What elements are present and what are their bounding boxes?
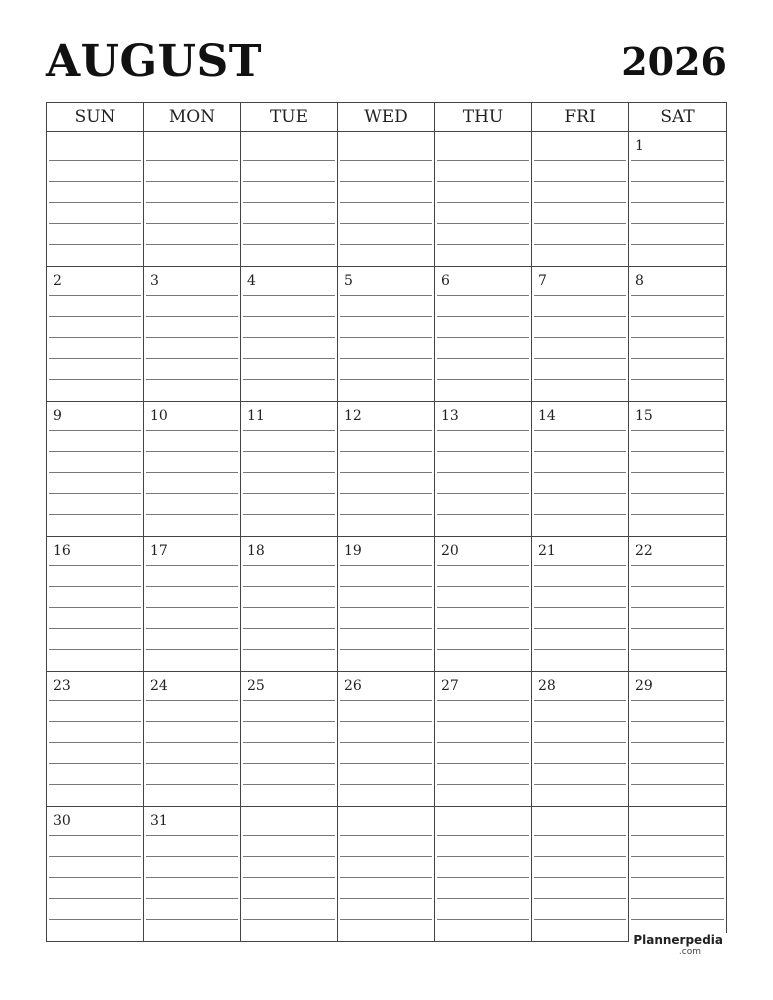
day-cell — [435, 672, 532, 807]
note-line — [49, 742, 141, 743]
note-line — [146, 493, 238, 494]
note-line — [437, 586, 529, 587]
note-line — [243, 316, 335, 317]
note-line — [49, 358, 141, 359]
note-line — [437, 763, 529, 764]
note-line — [340, 316, 432, 317]
note-line — [49, 607, 141, 608]
day-number: 14 — [538, 408, 556, 424]
day-cell — [629, 267, 726, 402]
day-cell — [629, 132, 726, 267]
note-line — [631, 784, 724, 785]
note-line — [340, 379, 432, 380]
note-line — [243, 295, 335, 296]
note-line — [437, 721, 529, 722]
note-line — [534, 607, 626, 608]
note-line — [146, 742, 238, 743]
brand-logo — [629, 933, 727, 957]
note-line — [631, 856, 724, 857]
note-line — [437, 628, 529, 629]
note-line — [437, 451, 529, 452]
brand-name: Plannerpedia — [629, 933, 727, 947]
day-number: 25 — [247, 678, 265, 694]
note-line — [146, 472, 238, 473]
note-line — [49, 379, 141, 380]
note-line — [437, 181, 529, 182]
note-line — [631, 160, 724, 161]
note-line — [631, 202, 724, 203]
note-line — [534, 430, 626, 431]
note-line — [534, 244, 626, 245]
note-line — [243, 451, 335, 452]
note-line — [146, 607, 238, 608]
day-cell — [241, 402, 338, 537]
day-cell — [629, 807, 726, 942]
day-number: 24 — [150, 678, 168, 694]
day-number: 11 — [247, 408, 265, 424]
note-line — [534, 877, 626, 878]
note-line — [437, 244, 529, 245]
note-line — [631, 607, 724, 608]
day-number: 16 — [53, 543, 71, 559]
note-line — [49, 181, 141, 182]
note-line — [243, 181, 335, 182]
note-line — [243, 628, 335, 629]
day-cell — [144, 672, 241, 807]
note-line — [534, 160, 626, 161]
note-line — [49, 763, 141, 764]
day-cell — [435, 132, 532, 267]
note-line — [340, 358, 432, 359]
note-line — [631, 295, 724, 296]
note-line — [631, 451, 724, 452]
note-line — [437, 316, 529, 317]
day-number: 28 — [538, 678, 556, 694]
note-line — [49, 649, 141, 650]
note-line — [534, 919, 626, 920]
day-number: 3 — [150, 273, 159, 289]
note-line — [631, 379, 724, 380]
note-line — [534, 628, 626, 629]
note-line — [534, 898, 626, 899]
note-line — [631, 358, 724, 359]
note-line — [437, 784, 529, 785]
note-line — [243, 763, 335, 764]
note-line — [146, 856, 238, 857]
day-cell — [338, 267, 435, 402]
note-line — [243, 472, 335, 473]
day-cell — [47, 537, 144, 672]
note-line — [534, 316, 626, 317]
note-line — [631, 835, 724, 836]
note-line — [631, 742, 724, 743]
note-line — [146, 379, 238, 380]
day-cell — [144, 537, 241, 672]
day-cell — [241, 537, 338, 672]
note-line — [534, 451, 626, 452]
note-line — [243, 607, 335, 608]
note-line — [437, 223, 529, 224]
note-line — [534, 358, 626, 359]
day-number: 19 — [344, 543, 362, 559]
day-cell — [47, 807, 144, 942]
note-line — [437, 202, 529, 203]
note-line — [631, 877, 724, 878]
day-number: 1 — [635, 138, 644, 154]
note-line — [340, 628, 432, 629]
note-line — [631, 316, 724, 317]
note-line — [631, 430, 724, 431]
note-line — [534, 295, 626, 296]
note-line — [340, 607, 432, 608]
day-cell — [532, 267, 629, 402]
note-line — [631, 565, 724, 566]
day-cell — [241, 807, 338, 942]
note-line — [631, 472, 724, 473]
note-line — [437, 607, 529, 608]
year-title: 2026 — [621, 39, 727, 84]
note-line — [49, 919, 141, 920]
note-line — [340, 649, 432, 650]
note-line — [49, 202, 141, 203]
note-line — [243, 160, 335, 161]
day-number: 27 — [441, 678, 459, 694]
note-line — [437, 856, 529, 857]
note-line — [340, 763, 432, 764]
note-line — [243, 835, 335, 836]
note-line — [534, 649, 626, 650]
note-line — [243, 493, 335, 494]
note-line — [146, 700, 238, 701]
note-line — [243, 337, 335, 338]
day-number: 31 — [150, 813, 168, 829]
note-line — [146, 358, 238, 359]
note-line — [243, 202, 335, 203]
day-cell — [241, 132, 338, 267]
note-line — [146, 835, 238, 836]
note-line — [340, 877, 432, 878]
note-line — [146, 244, 238, 245]
note-line — [534, 202, 626, 203]
weekday-header: THU — [435, 103, 532, 132]
day-number: 21 — [538, 543, 556, 559]
day-cell — [629, 537, 726, 672]
note-line — [49, 316, 141, 317]
note-line — [534, 493, 626, 494]
day-cell — [241, 267, 338, 402]
note-line — [146, 784, 238, 785]
note-line — [146, 316, 238, 317]
note-line — [49, 565, 141, 566]
note-line — [243, 898, 335, 899]
weekday-header: FRI — [532, 103, 629, 132]
note-line — [340, 784, 432, 785]
day-cell — [629, 672, 726, 807]
weekday-header: MON — [144, 103, 241, 132]
note-line — [146, 181, 238, 182]
day-number: 6 — [441, 273, 450, 289]
note-line — [49, 586, 141, 587]
note-line — [631, 919, 724, 920]
note-line — [146, 586, 238, 587]
note-line — [631, 628, 724, 629]
note-line — [49, 628, 141, 629]
note-line — [243, 223, 335, 224]
note-line — [146, 898, 238, 899]
note-line — [146, 877, 238, 878]
note-line — [437, 337, 529, 338]
note-line — [534, 835, 626, 836]
day-cell — [338, 402, 435, 537]
note-line — [534, 181, 626, 182]
calendar-grid — [46, 102, 727, 942]
note-line — [534, 856, 626, 857]
day-cell — [47, 672, 144, 807]
note-line — [243, 586, 335, 587]
weekday-header: SAT — [629, 103, 726, 132]
note-line — [243, 379, 335, 380]
day-number: 30 — [53, 813, 71, 829]
note-line — [243, 430, 335, 431]
day-cell — [435, 267, 532, 402]
day-number: 17 — [150, 543, 168, 559]
note-line — [243, 784, 335, 785]
day-number: 20 — [441, 543, 459, 559]
day-number: 26 — [344, 678, 362, 694]
note-line — [437, 379, 529, 380]
note-line — [340, 586, 432, 587]
note-line — [437, 493, 529, 494]
note-line — [437, 700, 529, 701]
day-cell — [532, 807, 629, 942]
month-title: AUGUST — [46, 36, 262, 87]
note-line — [534, 763, 626, 764]
note-line — [146, 295, 238, 296]
note-line — [340, 742, 432, 743]
note-line — [49, 856, 141, 857]
note-line — [146, 763, 238, 764]
note-line — [146, 565, 238, 566]
note-line — [146, 337, 238, 338]
note-line — [534, 379, 626, 380]
note-line — [534, 337, 626, 338]
day-cell — [144, 267, 241, 402]
note-line — [437, 295, 529, 296]
note-line — [437, 565, 529, 566]
note-line — [631, 181, 724, 182]
note-line — [340, 856, 432, 857]
day-number: 15 — [635, 408, 653, 424]
note-line — [243, 565, 335, 566]
day-cell — [241, 672, 338, 807]
day-number: 23 — [53, 678, 71, 694]
day-number: 29 — [635, 678, 653, 694]
note-line — [631, 700, 724, 701]
day-cell — [47, 132, 144, 267]
note-line — [49, 295, 141, 296]
day-number: 9 — [53, 408, 62, 424]
day-cell — [435, 402, 532, 537]
note-line — [49, 472, 141, 473]
day-cell — [435, 807, 532, 942]
note-line — [437, 430, 529, 431]
weekday-header: SUN — [47, 103, 144, 132]
note-line — [49, 160, 141, 161]
day-number: 12 — [344, 408, 362, 424]
calendar-header — [46, 34, 727, 90]
note-line — [340, 721, 432, 722]
note-line — [340, 700, 432, 701]
note-line — [340, 565, 432, 566]
note-line — [437, 898, 529, 899]
note-line — [631, 721, 724, 722]
note-line — [146, 919, 238, 920]
note-line — [534, 700, 626, 701]
note-line — [146, 628, 238, 629]
note-line — [631, 514, 724, 515]
day-cell — [532, 672, 629, 807]
note-line — [340, 244, 432, 245]
note-line — [340, 223, 432, 224]
note-line — [49, 430, 141, 431]
note-line — [534, 586, 626, 587]
note-line — [631, 223, 724, 224]
note-line — [534, 784, 626, 785]
note-line — [437, 835, 529, 836]
brand-domain: .com — [678, 947, 701, 957]
day-cell — [338, 132, 435, 267]
day-cell — [144, 132, 241, 267]
note-line — [631, 763, 724, 764]
note-line — [340, 181, 432, 182]
note-line — [631, 586, 724, 587]
note-line — [146, 430, 238, 431]
note-line — [437, 160, 529, 161]
weekday-header: WED — [338, 103, 435, 132]
note-line — [243, 649, 335, 650]
note-line — [49, 223, 141, 224]
note-line — [49, 514, 141, 515]
note-line — [340, 919, 432, 920]
note-line — [437, 514, 529, 515]
day-cell — [532, 402, 629, 537]
note-line — [243, 358, 335, 359]
note-line — [631, 244, 724, 245]
note-line — [243, 514, 335, 515]
day-cell — [338, 672, 435, 807]
day-cell — [338, 537, 435, 672]
note-line — [340, 295, 432, 296]
day-cell — [144, 402, 241, 537]
note-line — [243, 244, 335, 245]
note-line — [49, 877, 141, 878]
note-line — [340, 202, 432, 203]
note-line — [437, 358, 529, 359]
note-line — [146, 451, 238, 452]
note-line — [49, 721, 141, 722]
note-line — [49, 784, 141, 785]
note-line — [437, 877, 529, 878]
note-line — [437, 649, 529, 650]
day-cell — [144, 807, 241, 942]
note-line — [146, 649, 238, 650]
day-cell — [47, 402, 144, 537]
note-line — [243, 919, 335, 920]
note-line — [534, 223, 626, 224]
note-line — [340, 835, 432, 836]
day-number: 2 — [53, 273, 62, 289]
note-line — [340, 898, 432, 899]
note-line — [534, 514, 626, 515]
note-line — [534, 472, 626, 473]
note-line — [49, 493, 141, 494]
note-line — [243, 721, 335, 722]
day-cell — [629, 402, 726, 537]
day-number: 5 — [344, 273, 353, 289]
day-cell — [338, 807, 435, 942]
day-number: 22 — [635, 543, 653, 559]
note-line — [146, 223, 238, 224]
day-number: 8 — [635, 273, 644, 289]
note-line — [437, 742, 529, 743]
note-line — [49, 244, 141, 245]
note-line — [146, 721, 238, 722]
note-line — [49, 700, 141, 701]
note-line — [534, 721, 626, 722]
note-line — [340, 493, 432, 494]
weekday-header: TUE — [241, 103, 338, 132]
note-line — [340, 430, 432, 431]
day-cell — [532, 132, 629, 267]
note-line — [49, 451, 141, 452]
day-cell — [47, 267, 144, 402]
day-number: 4 — [247, 273, 256, 289]
note-line — [49, 337, 141, 338]
note-line — [534, 742, 626, 743]
day-number: 7 — [538, 273, 547, 289]
note-line — [534, 565, 626, 566]
day-number: 13 — [441, 408, 459, 424]
note-line — [340, 451, 432, 452]
note-line — [243, 877, 335, 878]
note-line — [243, 742, 335, 743]
note-line — [49, 835, 141, 836]
day-cell — [435, 537, 532, 672]
day-number: 10 — [150, 408, 168, 424]
note-line — [631, 337, 724, 338]
note-line — [340, 337, 432, 338]
note-line — [340, 472, 432, 473]
note-line — [243, 856, 335, 857]
note-line — [340, 160, 432, 161]
note-line — [631, 898, 724, 899]
note-line — [146, 514, 238, 515]
note-line — [243, 700, 335, 701]
note-line — [146, 160, 238, 161]
note-line — [146, 202, 238, 203]
note-line — [49, 898, 141, 899]
note-line — [437, 919, 529, 920]
day-cell — [532, 537, 629, 672]
note-line — [340, 514, 432, 515]
note-line — [437, 472, 529, 473]
day-number: 18 — [247, 543, 265, 559]
note-line — [631, 649, 724, 650]
note-line — [631, 493, 724, 494]
